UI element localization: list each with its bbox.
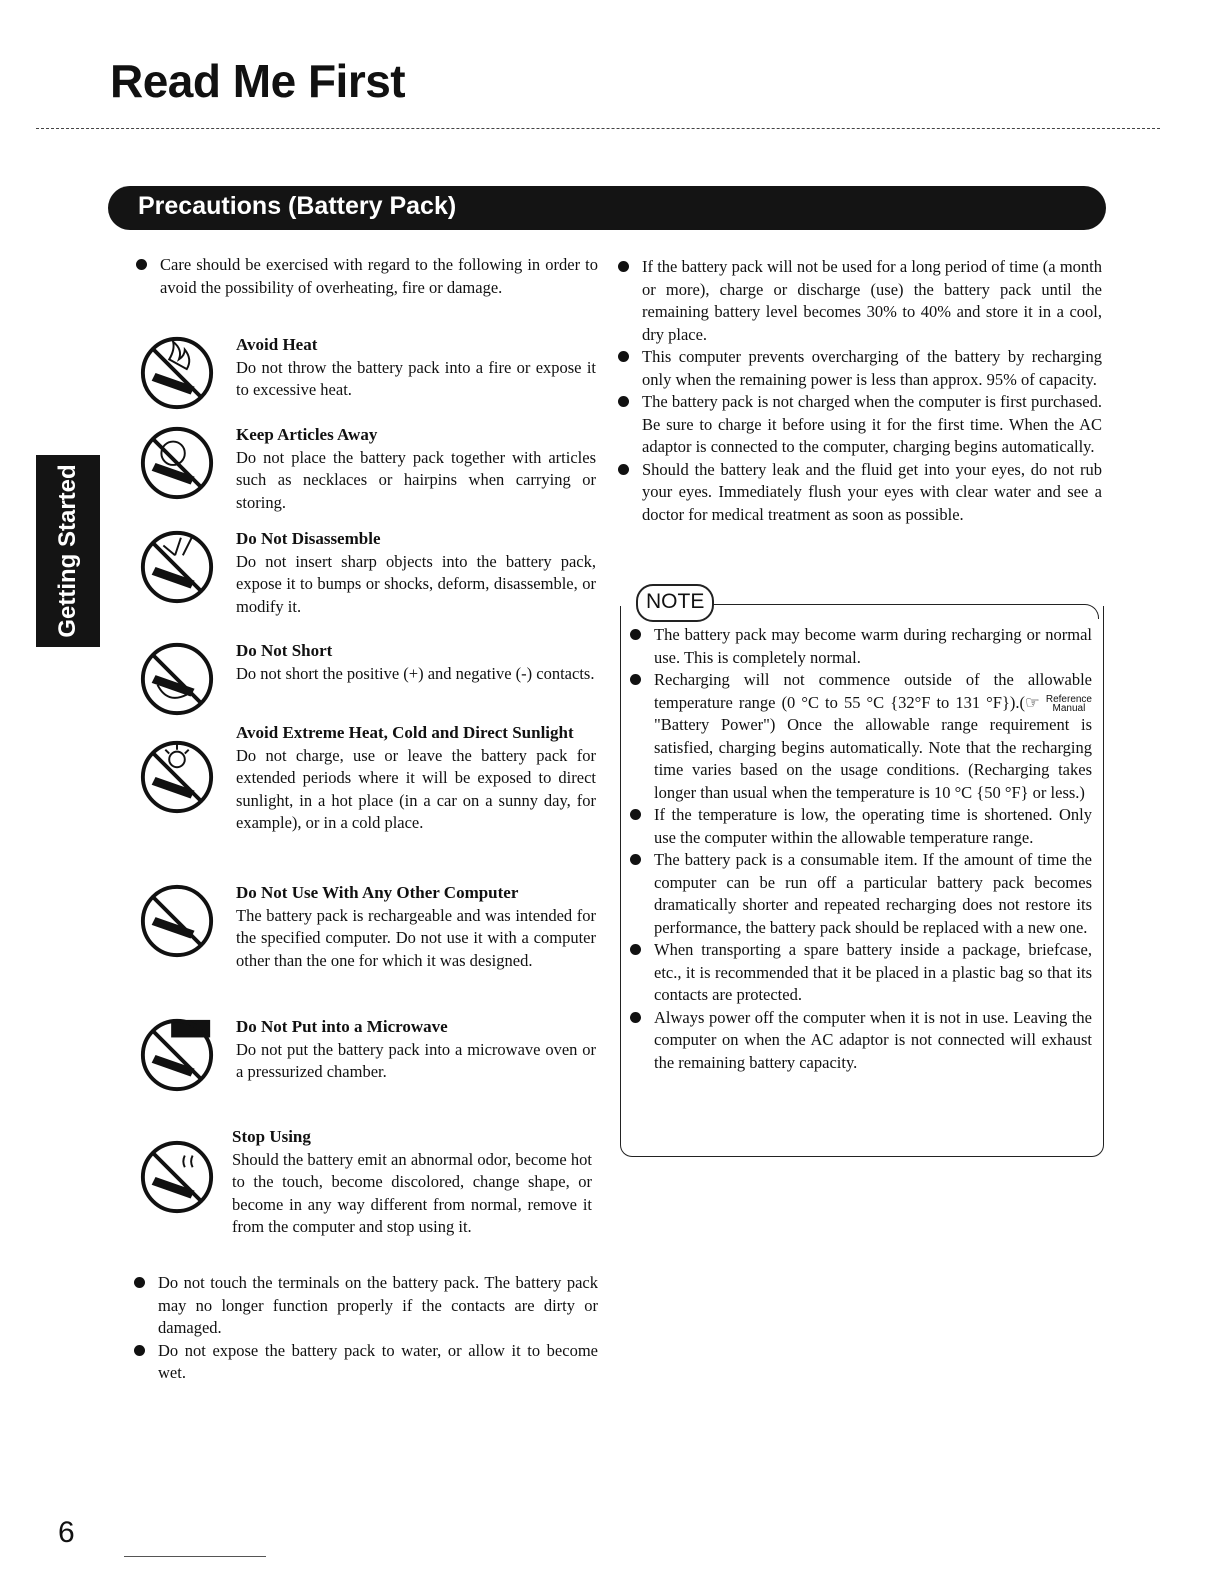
- bullet-icon: [630, 629, 641, 640]
- footer-rule: [124, 1556, 266, 1557]
- no-sunlight-icon: [138, 738, 216, 816]
- bullet-icon: [618, 351, 629, 362]
- stop-using-icon: [138, 1138, 216, 1216]
- warning-body: Do not short the positive (+) and negative (-) contacts.: [236, 663, 595, 683]
- left-bottom-bullets: [134, 1272, 598, 1385]
- bullet-icon: [134, 1345, 145, 1356]
- no-disassemble-icon: [138, 528, 216, 606]
- warning-title: Do Not Use With Any Other Computer: [236, 883, 519, 902]
- bullet-icon: [136, 259, 147, 270]
- list-item: This computer prevents overcharging of the battery by recharging only when the remaining power is less than approx. 95% of capacity.: [618, 346, 1102, 391]
- warning-title: Keep Articles Away: [236, 425, 378, 444]
- note-box-top-border: [700, 604, 1099, 619]
- note-item-recharging: Recharging will not commence outside of the allowable temperature range (0 °C to 55 °C {32°F to 131 °F}).(☞ Reference Manual "Battery Power") Once the allowable range requirement is satisfied, charging begins automatically. Note that the recharging time varies based on the usage conditions. (Recharging takes longer than usual when the temperature is 10 °C {50 °F} or less.): [630, 669, 1092, 804]
- list-item: Should the battery leak and the fluid get into your eyes, do not rub your eyes. Immediately flush your eyes with clear water and see a doctor for medical treatment as soon as possible.: [618, 459, 1102, 527]
- bullet-icon: [618, 396, 629, 407]
- warning-title: Do Not Disassemble: [236, 529, 381, 548]
- warning-text: [236, 528, 596, 618]
- list-item: Care should be exercised with regard to the following in order to avoid the possibility of overheating, fire or damage.: [136, 254, 598, 299]
- bullet-icon: [630, 854, 641, 865]
- bullet-icon: [618, 261, 629, 272]
- bullet-icon: [618, 464, 629, 475]
- warning-body: Should the battery emit an abnormal odor, become hot to the touch, become discolored, change shape, or become in any way different from normal, remove it from the computer and stop using it.: [232, 1149, 592, 1236]
- right-bullets: [618, 256, 1102, 526]
- warning-text: [236, 424, 596, 514]
- warning-body: Do not place the battery pack together with articles such as necklaces or hairpins when carrying or storing.: [236, 447, 596, 512]
- bullet-icon: [134, 1277, 145, 1288]
- page-number: 6: [58, 1516, 75, 1549]
- hand-pointer-icon: ☞: [1024, 692, 1040, 712]
- warning-body: Do not put the battery pack into a microwave oven or a pressurized chamber.: [236, 1039, 596, 1081]
- warning-title: Do Not Put into a Microwave: [236, 1017, 448, 1036]
- bullet-icon: [630, 1012, 641, 1023]
- bullet-icon: [630, 809, 641, 820]
- warning-text: [236, 722, 596, 835]
- note-item: The battery pack may become warm during recharging or normal use. This is completely normal.: [630, 624, 1092, 669]
- no-short-icon: [138, 640, 216, 718]
- list-item: Do not touch the terminals on the battery pack. The battery pack may no longer function properly if the contacts are dirty or damaged.: [134, 1272, 598, 1340]
- bullet-icon: [630, 674, 641, 685]
- note-item: The battery pack is a consumable item. If the amount of time the computer can be run off a particular battery pack becomes dramatically shorter and repeated recharging does not restore its performance, the battery pack should be replaced with a new one.: [630, 849, 1092, 939]
- no-fire-icon: [138, 334, 216, 412]
- no-microwave-icon: [138, 1016, 216, 1094]
- warning-title: Avoid Extreme Heat, Cold and Direct Sunlight: [236, 723, 574, 742]
- title-divider: [36, 128, 1160, 129]
- warning-body: Do not charge, use or leave the battery pack for extended periods where it will be exposed to direct sunlight, in a hot place (in a car on a sunny day, for example), or in a cold place.: [236, 745, 596, 832]
- warning-title: Stop Using: [232, 1127, 311, 1146]
- note-label: NOTE: [636, 584, 714, 622]
- note-item: Always power off the computer when it is not in use. Leaving the computer on when the AC adaptor is not connected will exhaust the remaining battery capacity.: [630, 1007, 1092, 1075]
- warning-title: Avoid Heat: [236, 335, 318, 354]
- side-tab: [36, 455, 100, 647]
- warning-body: The battery pack is rechargeable and was intended for the specified computer. Do not use it with a computer other than the one for which it was designed.: [236, 905, 596, 970]
- bullet-icon: [630, 944, 641, 955]
- reference-link[interactable]: "Battery Power": [654, 715, 770, 734]
- side-tab-label: Getting Started: [54, 464, 81, 638]
- warning-text: [236, 640, 596, 685]
- page-title: Read Me First: [110, 55, 406, 107]
- list-item: Do not expose the battery pack to water, or allow it to become wet.: [134, 1340, 598, 1385]
- warning-text: [236, 882, 596, 972]
- reference-manual-mark: Reference Manual: [1045, 693, 1092, 714]
- left-intro: [136, 254, 598, 299]
- note-item: If the temperature is low, the operating time is shortened. Only use the computer within the allowable temperature range.: [630, 804, 1092, 849]
- warning-body: Do not insert sharp objects into the battery pack, expose it to bumps or shocks, deform, disassemble, or modify it.: [236, 551, 596, 616]
- warning-title: Do Not Short: [236, 641, 333, 660]
- section-banner: [108, 186, 1106, 230]
- section-title: Precautions (Battery Pack): [138, 192, 457, 220]
- warning-text: [232, 1126, 592, 1239]
- warning-text: [236, 334, 596, 402]
- note-items: [630, 624, 1092, 1074]
- list-item: If the battery pack will not be used for a long period of time (a month or more), charge or discharge (use) the battery pack until the remaining battery level becomes 30% to 40% and store it in a cool, dry place.: [618, 256, 1102, 346]
- no-articles-icon: [138, 424, 216, 502]
- note-item: When transporting a spare battery inside a package, briefcase, etc., it is recommended that it be placed in a plastic bag so that its contacts are protected.: [630, 939, 1092, 1007]
- warning-body: Do not throw the battery pack into a fire or expose it to excessive heat.: [236, 357, 596, 399]
- list-item: The battery pack is not charged when the computer is first purchased. Be sure to charge it before using it for the first time. When the AC adaptor is connected to the computer, charging begins automatically.: [618, 391, 1102, 459]
- no-other-computer-icon: [138, 882, 216, 960]
- warning-text: [236, 1016, 596, 1084]
